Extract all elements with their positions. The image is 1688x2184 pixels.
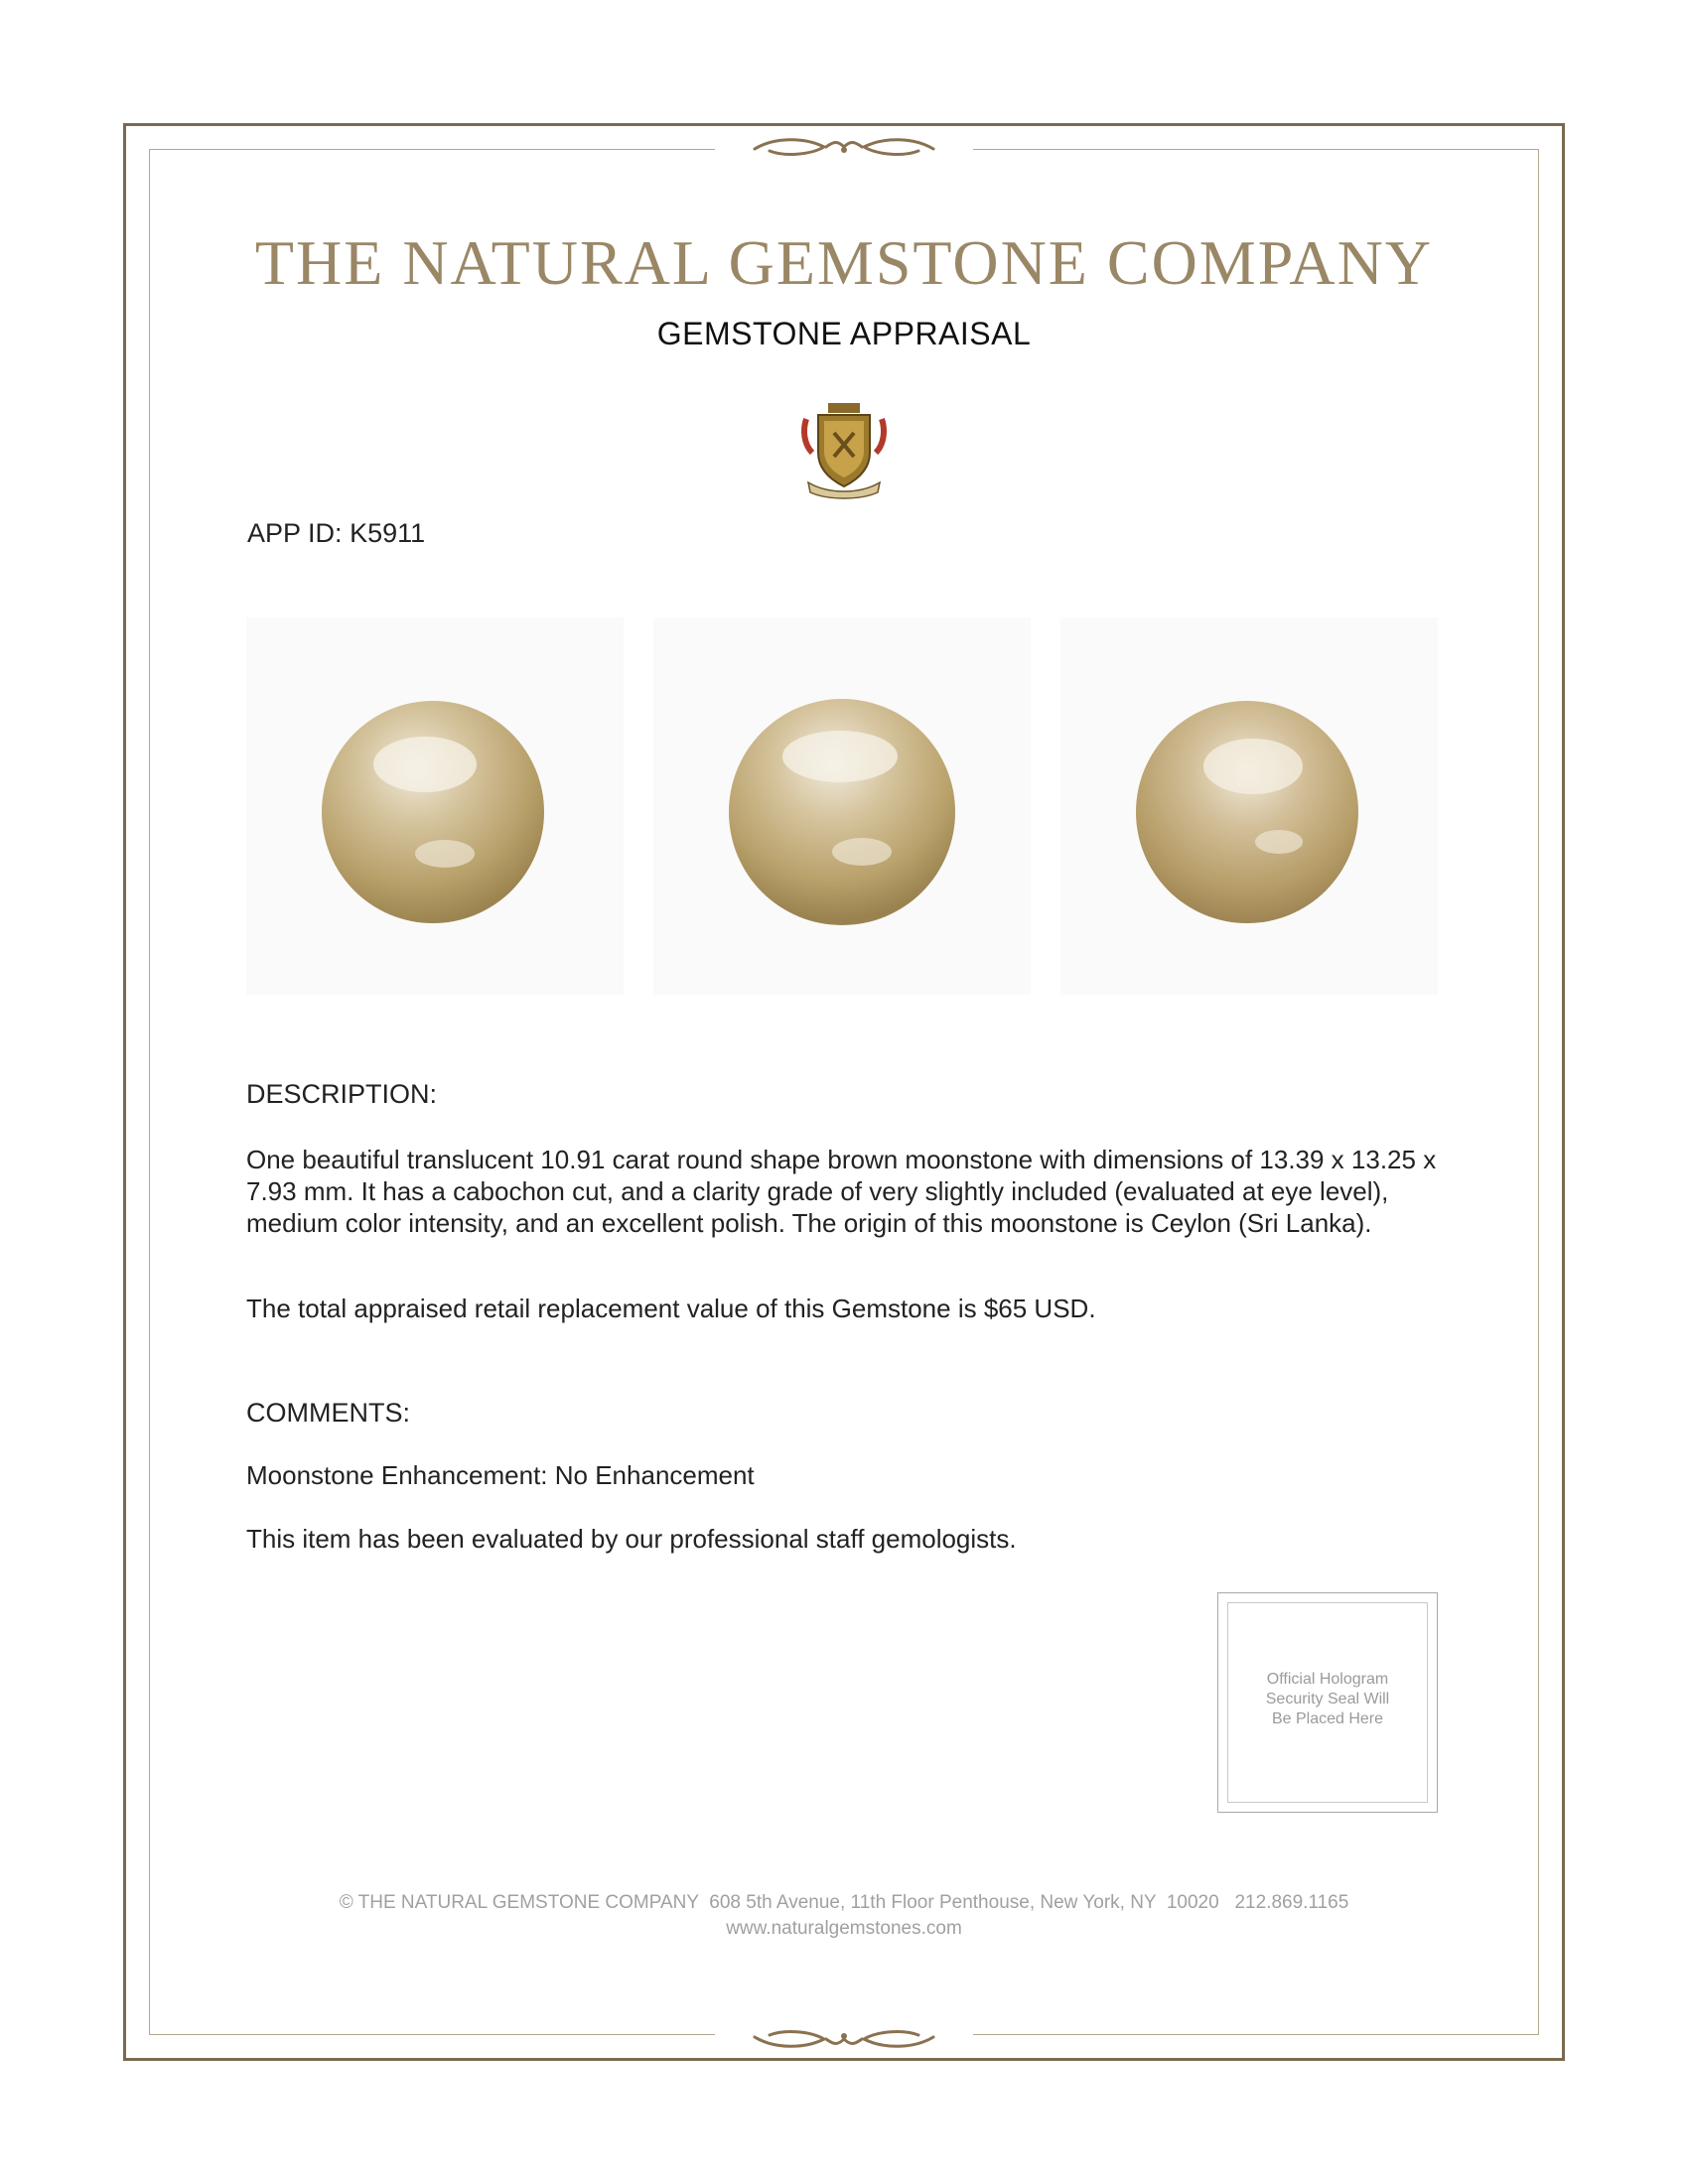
moonstone-cabochon-icon: [246, 617, 624, 995]
evaluation-text: This item has been evaluated by our professional staff gemologists.: [246, 1524, 1017, 1554]
footer-website[interactable]: www.naturalgemstones.com: [726, 1918, 962, 1939]
company-name: THE NATURAL GEMSTONE COMPANY: [254, 227, 1434, 298]
moonstone-cabochon-icon: [1060, 617, 1438, 995]
comments-heading: COMMENTS:: [246, 1398, 410, 1428]
flourish-icon: [715, 129, 973, 169]
app-id-value: K5911: [350, 518, 426, 548]
footer: [149, 1890, 1539, 1942]
document-subtitle: GEMSTONE APPRAISAL: [656, 316, 1032, 351]
bottom-flourish-ornament: [715, 2017, 973, 2057]
seal-line-1: Official Hologram: [1266, 1671, 1389, 1688]
hologram-seal-text: [1241, 1670, 1414, 1729]
moonstone-cabochon-icon: [653, 617, 1031, 995]
app-id-label: APP ID:: [247, 518, 343, 548]
gem-photo-2: [653, 617, 1031, 995]
appraised-value-text: The total appraised retail replacement value of this Gemstone is $65 USD.: [246, 1294, 1096, 1323]
description-heading: DESCRIPTION:: [246, 1079, 438, 1109]
flourish-icon: [715, 2017, 973, 2057]
seal-line-2: Security Seal Will: [1265, 1691, 1390, 1707]
footer-address: © THE NATURAL GEMSTONE COMPANY 608 5th Avenue, 11th Floor Penthouse, New York, NY 10020 212.869.1165: [339, 1892, 1349, 1913]
top-flourish-ornament: [715, 129, 973, 169]
gem-photo-1: [246, 617, 624, 995]
heraldic-crest-icon: [798, 401, 890, 500]
app-id: [247, 518, 425, 549]
enhancement-text: Moonstone Enhancement: No Enhancement: [246, 1460, 755, 1490]
seal-line-3: Be Placed Here: [1271, 1710, 1384, 1727]
description-text: One beautiful translucent 10.91 carat round shape brown moonstone with dimensions of 13.39 x 13.25 x 7.93 mm. It has a cabochon cut, and a clarity grade of very slightly included (evaluated at eye level), medium color intensity, and an excellent polish. The origin of this moonstone is Ceylon (Sri Lanka).: [246, 1145, 1437, 1238]
gem-photo-3: [1060, 617, 1438, 995]
